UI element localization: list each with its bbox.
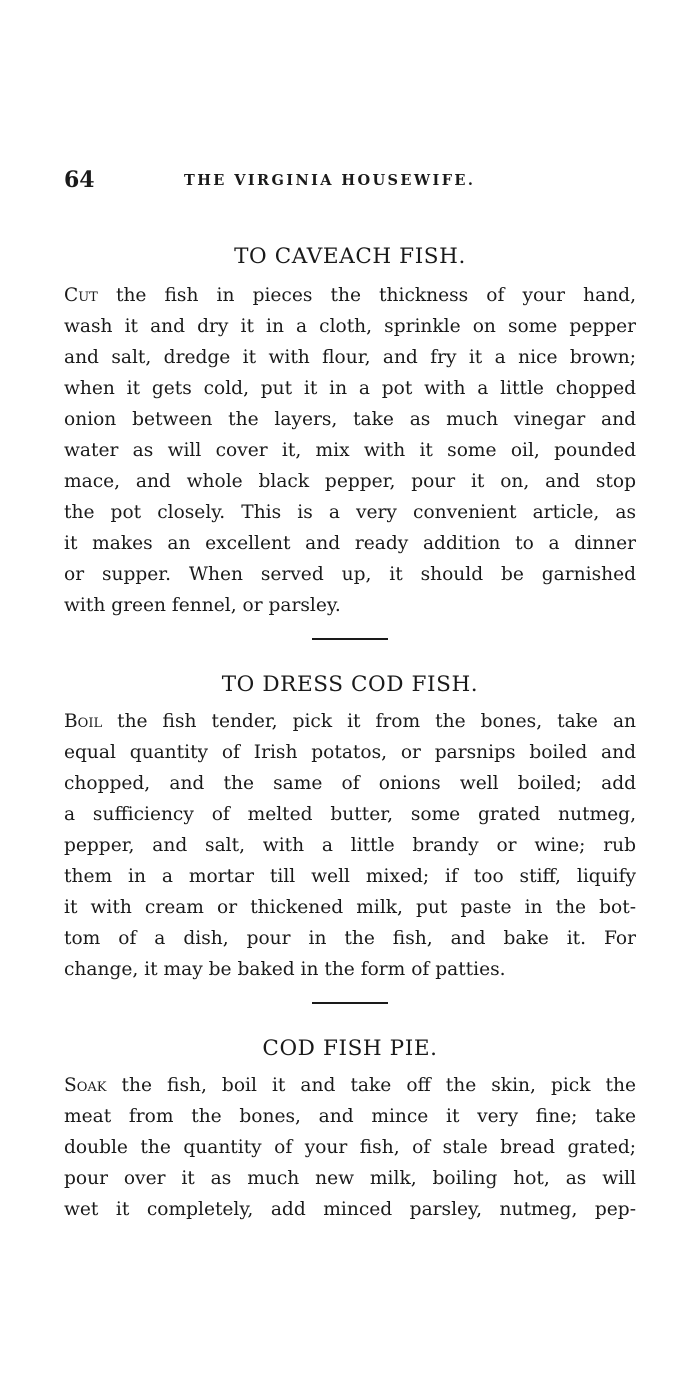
running-title: THE VIRGINIA HOUSEWIFE. — [184, 172, 476, 189]
recipe-line: pepper, and salt, with a little brandy or wine; rub — [64, 835, 636, 856]
recipe-line: change, it may be baked in the form of patties. — [64, 959, 506, 980]
recipe-line: Cut the fish in pieces the thickness of your hand, — [64, 285, 636, 306]
recipe-lead-word: Boil — [64, 711, 103, 732]
recipe-line: onion between the layers, take as much vinegar and — [64, 409, 636, 430]
running-head — [64, 166, 636, 194]
recipe-line: and salt, dredge it with flour, and fry it a nice brown; — [64, 347, 636, 368]
recipe-line: pour over it as much new milk, boiling hot, as will — [64, 1168, 636, 1189]
recipe-line: mace, and whole black pepper, pour it on, and stop — [64, 471, 636, 492]
page-number: 64 — [64, 167, 95, 193]
recipe-line: or supper. When served up, it should be garnished — [64, 564, 636, 585]
recipe-line: with green fennel, or parsley. — [64, 595, 341, 616]
recipe-body-caveach — [64, 280, 636, 621]
recipe-line: it with cream or thickened milk, put paste in the bot- — [64, 897, 636, 918]
recipe-line: it makes an excellent and ready addition to a dinner — [64, 533, 636, 554]
section-divider — [312, 638, 388, 640]
recipe-line: equal quantity of Irish potatos, or parsnips boiled and — [64, 742, 636, 763]
recipe-lead-word: Cut — [64, 285, 98, 306]
recipe-line: Soak the fish, boil it and take off the skin, pick the — [64, 1075, 636, 1096]
recipe-line: double the quantity of your fish, of stale bread grated; — [64, 1137, 636, 1158]
recipe-line: water as will cover it, mix with it some oil, pounded — [64, 440, 636, 461]
recipe-line: a sufficiency of melted butter, some grated nutmeg, — [64, 804, 636, 825]
recipe-line: chopped, and the same of onions well boiled; add — [64, 773, 636, 794]
recipe-body-cod-pie — [64, 1070, 636, 1225]
recipe-body-dress-cod — [64, 706, 636, 985]
recipe-title-dress-cod: TO DRESS COD FISH. — [221, 672, 479, 697]
recipe-line: meat from the bones, and mince it very fine; take — [64, 1106, 636, 1127]
recipe-title-cod-pie: COD FISH PIE. — [262, 1036, 438, 1061]
recipe-line: wet it completely, add minced parsley, nutmeg, pep- — [64, 1199, 636, 1220]
section-divider — [312, 1002, 388, 1004]
recipe-line: tom of a dish, pour in the fish, and bake it. For — [64, 928, 636, 949]
recipe-line: wash it and dry it in a cloth, sprinkle on some pepper — [64, 316, 636, 337]
recipe-line: them in a mortar till well mixed; if too stiff, liquify — [64, 866, 636, 887]
recipe-title-caveach: TO CAVEACH FISH. — [234, 244, 466, 269]
recipe-line: when it gets cold, put it in a pot with a little chopped — [64, 378, 636, 399]
recipe-line: Boil the fish tender, pick it from the bones, take an — [64, 711, 636, 732]
recipe-line: the pot closely. This is a very convenient article, as — [64, 502, 636, 523]
recipe-lead-word: Soak — [64, 1075, 107, 1096]
